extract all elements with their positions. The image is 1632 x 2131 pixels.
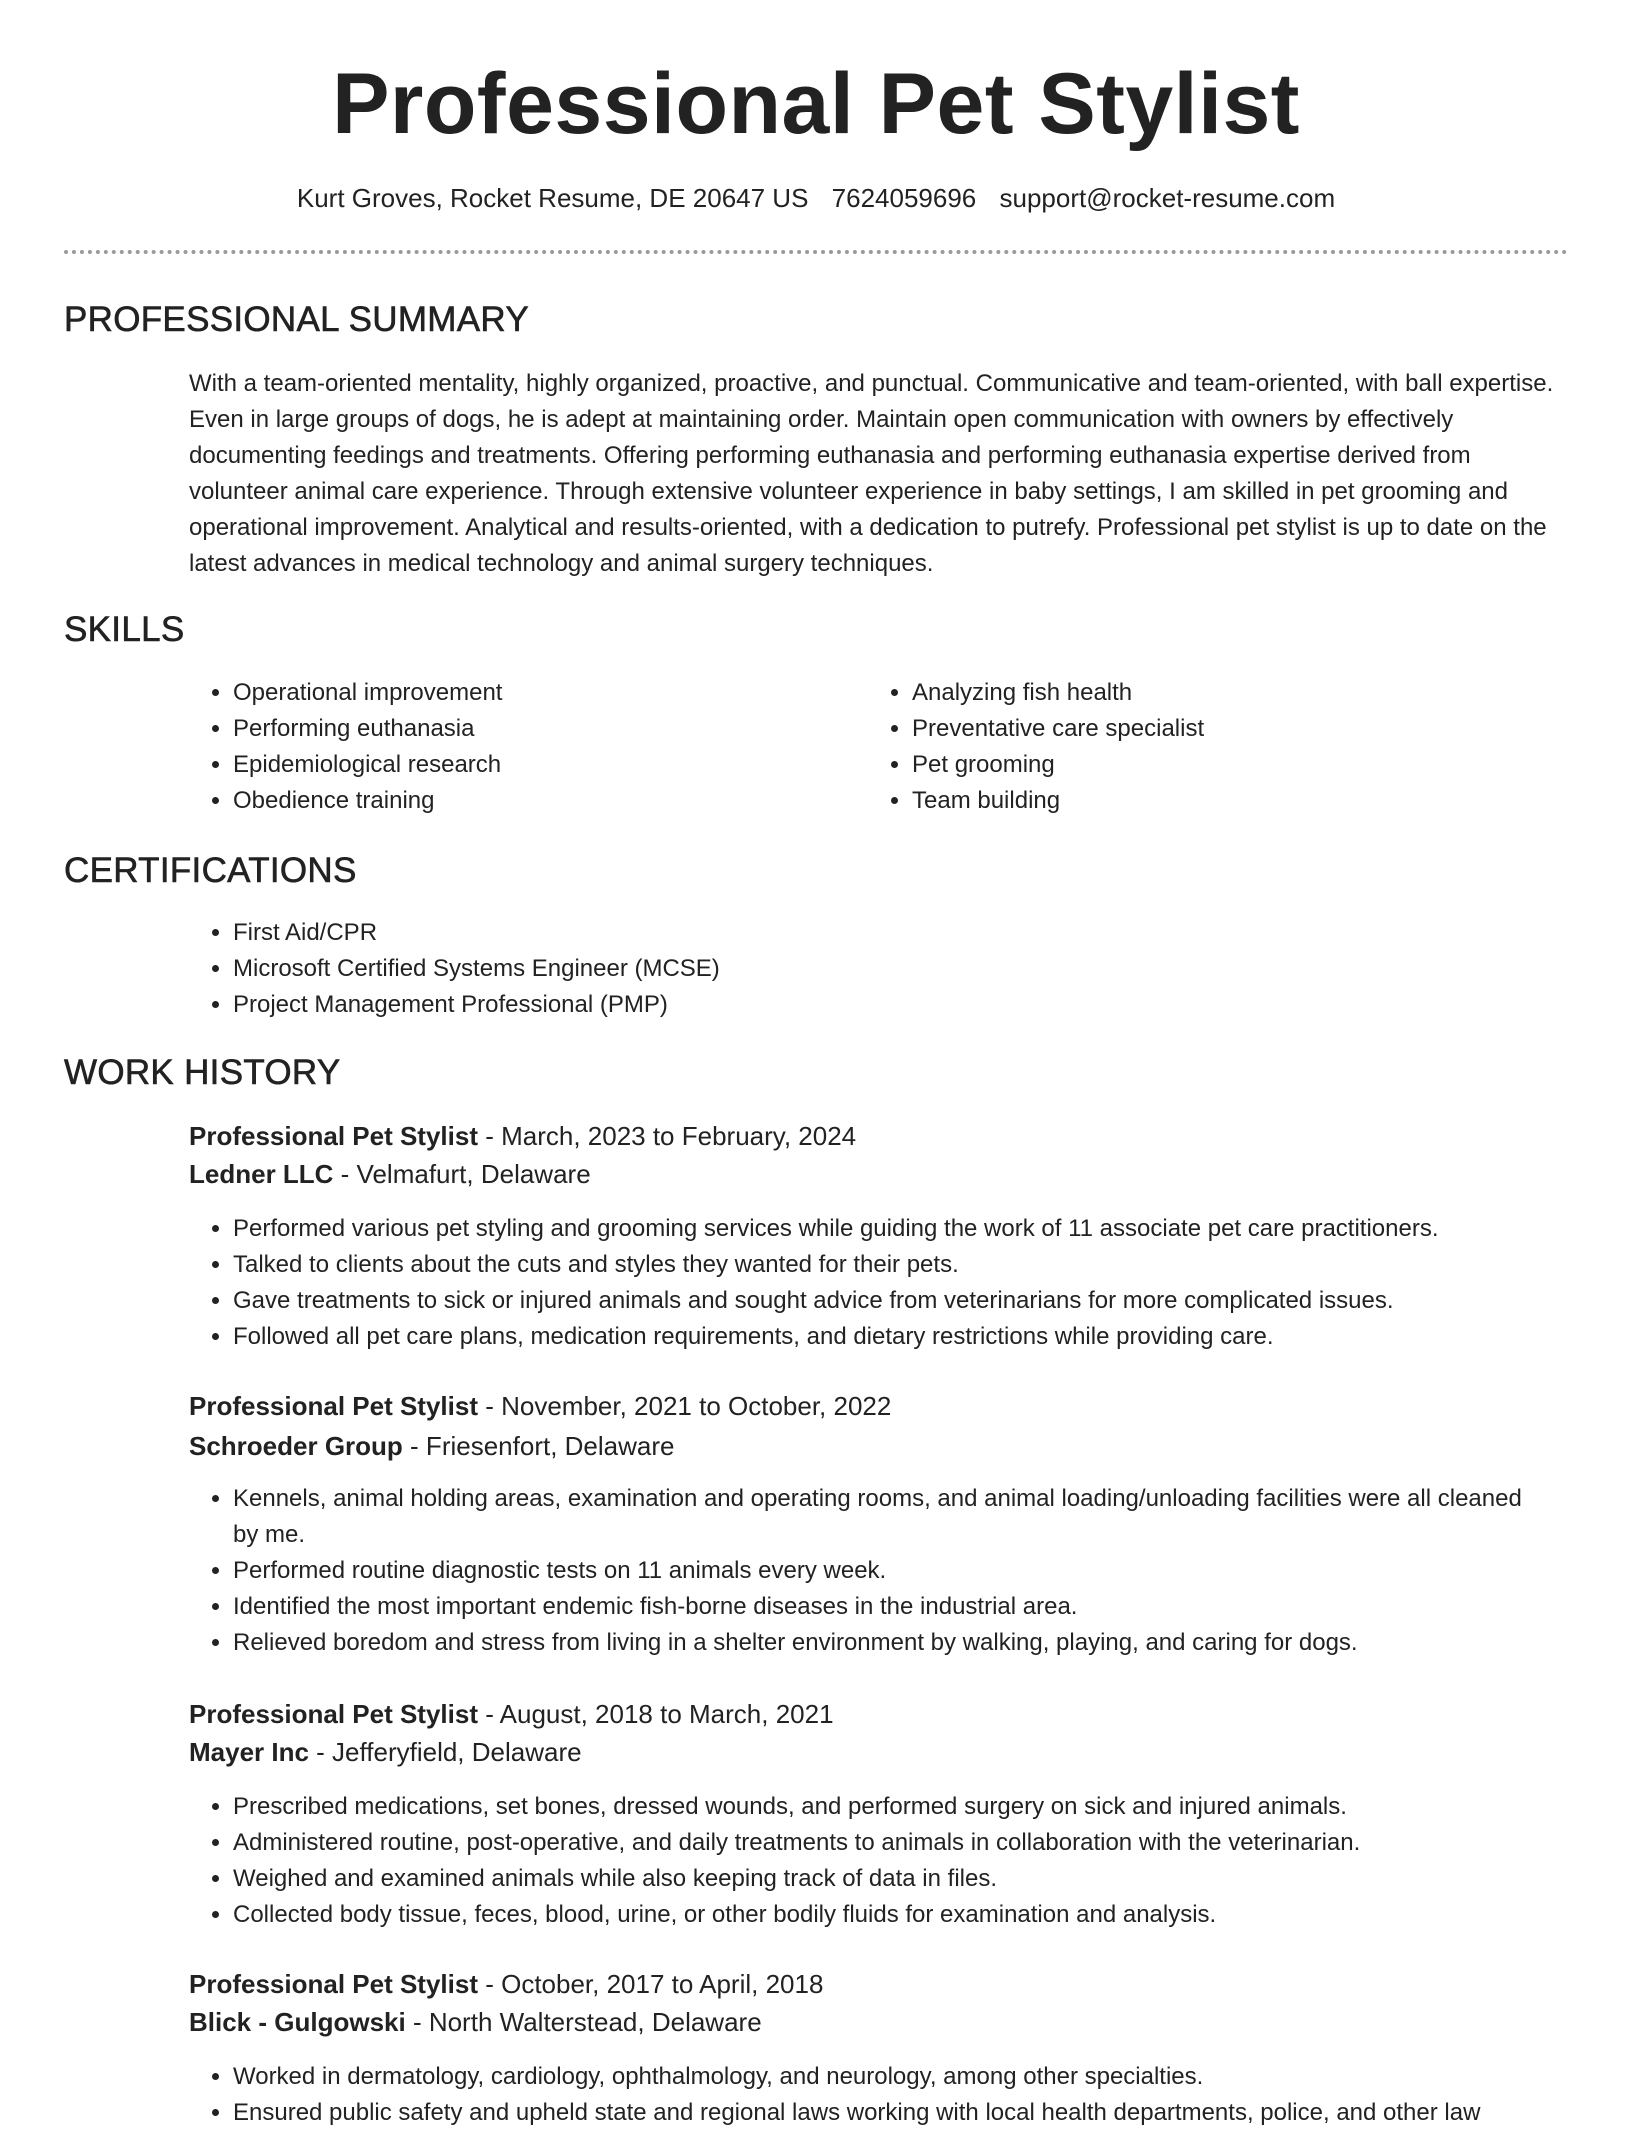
company-location: - Friesenfort, Delaware [402, 1431, 675, 1461]
job-title-line [189, 1696, 834, 1732]
list-item: • Administered routine, post-operative, and daily treatments to animals in collaboration with the veterinarian. [233, 1825, 1613, 1861]
job-role: Professional Pet Stylist [189, 1699, 478, 1729]
list-item: • Kennels, animal holding areas, examination and operating rooms, and animal loading/unloading facilities were all cleaned by me. [233, 1481, 1553, 1553]
skill-item: • Epidemiological research [233, 747, 853, 783]
job-dates: - March, 2023 to February, 2024 [477, 1121, 857, 1151]
skill-item: • Obedience training [233, 783, 853, 819]
list-item: • Followed all pet care plans, medication requirements, and dietary restrictions while providing care. [233, 1319, 1613, 1355]
contact-line [0, 180, 1632, 216]
company-name: Schroeder Group [189, 1431, 403, 1461]
skill-item: • Preventative care specialist [912, 711, 1532, 747]
list-item: • Relieved boredom and stress from living in a shelter environment by walking, playing, and caring for dogs. [233, 1625, 1553, 1661]
certification-item: • Microsoft Certified Systems Engineer (MCSE) [233, 951, 1533, 987]
skill-item: • Operational improvement [233, 675, 853, 711]
skill-item: • Pet grooming [912, 747, 1532, 783]
job-title-line [189, 1118, 856, 1154]
company-name: Mayer Inc [189, 1737, 309, 1767]
job-bullets [189, 1789, 1613, 1933]
company-line [189, 1156, 591, 1192]
list-item: • Identified the most important endemic fish-borne diseases in the industrial area. [233, 1589, 1553, 1625]
job-role: Professional Pet Stylist [189, 1121, 478, 1151]
job-role: Professional Pet Stylist [189, 1391, 478, 1421]
summary-heading: PROFESSIONAL SUMMARY [64, 300, 529, 339]
company-line [189, 2004, 762, 2040]
contact-email: support@rocket-resume.com [999, 183, 1336, 213]
job-title-line [189, 1388, 891, 1424]
page-title: Professional Pet Stylist [332, 56, 1300, 152]
job-bullets [189, 1481, 1553, 1661]
list-item: • Worked in dermatology, cardiology, ophthalmology, and neurology, among other specialties. [233, 2059, 1613, 2095]
skill-item: • Analyzing fish health [912, 675, 1532, 711]
company-line [189, 1734, 582, 1770]
job-bullets [189, 1211, 1613, 1355]
company-line [189, 1428, 674, 1464]
list-item: • Performed various pet styling and grooming services while guiding the work of 11 associate pet care practitioners. [233, 1211, 1613, 1247]
skill-item: • Performing euthanasia [233, 711, 853, 747]
skills-heading: SKILLS [64, 610, 185, 649]
summary-text: With a team-oriented mentality, highly organized, proactive, and punctual. Communicative and team-oriented, with ball expertise. Even in large groups of dogs, he is adept at maintaining order. Maintain open communication with owners by effectively documenting feedings and treatments. Offering performing euthanasia and performing euthanasia expertise derived from volunteer animal care experience. Through extensive volunteer experience in baby settings, I am skilled in pet grooming and operational improvement. Analytical and results-oriented, with a dedication to putrefy. Professional pet stylist is up to date on the latest advances in medical technology and animal surgery techniques. [189, 370, 1554, 577]
job-title-line [189, 1966, 823, 2002]
company-location: - Jefferyfield, Delaware [308, 1737, 582, 1767]
job-dates: - August, 2018 to March, 2021 [477, 1699, 834, 1729]
job-bullets [189, 2059, 1613, 2131]
job-role: Professional Pet Stylist [189, 1969, 478, 1999]
list-item: • Prescribed medications, set bones, dressed wounds, and performed surgery on sick and injured animals. [233, 1789, 1613, 1825]
job-dates: - October, 2017 to April, 2018 [477, 1969, 824, 1999]
contact-address: Kurt Groves, Rocket Resume, DE 20647 US [296, 183, 809, 213]
contact-phone: 7624059696 [831, 183, 977, 213]
skill-item: • Team building [912, 783, 1532, 819]
list-item: • Performed routine diagnostic tests on 11 animals every week. [233, 1553, 1553, 1589]
company-location: - Velmafurt, Delaware [333, 1159, 591, 1189]
list-item: • Talked to clients about the cuts and styles they wanted for their pets. [233, 1247, 1613, 1283]
certification-item: • First Aid/CPR [233, 915, 1533, 951]
certifications-heading: CERTIFICATIONS [64, 851, 357, 890]
list-item: • Weighed and examined animals while also keeping track of data in files. [233, 1861, 1613, 1897]
certification-item: • Project Management Professional (PMP) [233, 987, 1533, 1023]
certifications-list [189, 915, 1533, 1023]
job-dates: - November, 2021 to October, 2022 [477, 1391, 892, 1421]
list-item: • Gave treatments to sick or injured animals and sought advice from veterinarians for more complicated issues. [233, 1283, 1613, 1319]
company-location: - North Walterstead, Delaware [405, 2007, 762, 2037]
list-item: • Ensured public safety and upheld state and regional laws working with local health departments, police, and other law [233, 2095, 1613, 2131]
skills-list-left [189, 675, 853, 819]
work-history-heading: WORK HISTORY [64, 1053, 341, 1092]
company-name: Blick - Gulgowski [189, 2007, 406, 2037]
company-name: Ledner LLC [189, 1159, 334, 1189]
skills-list-right [868, 675, 1532, 819]
list-item: • Collected body tissue, feces, blood, urine, or other bodily fluids for examination and analysis. [233, 1897, 1613, 1933]
header-divider [64, 250, 1568, 254]
